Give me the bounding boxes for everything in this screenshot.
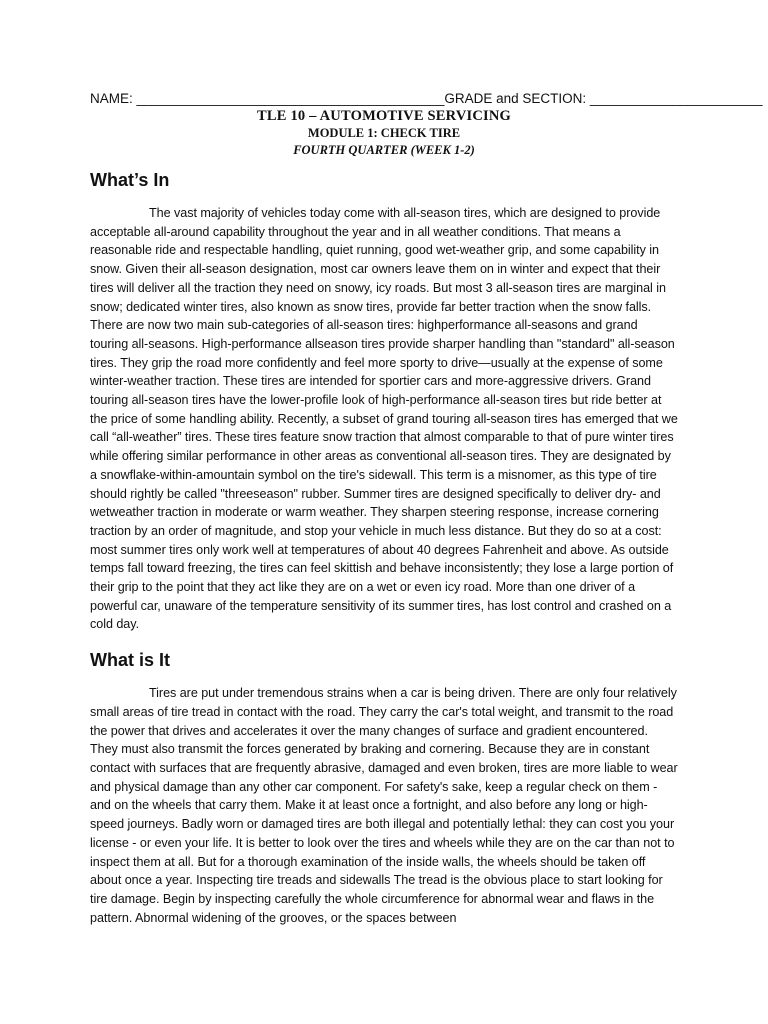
section-heading-whats-in: What’s In bbox=[90, 170, 170, 190]
section-heading-what-is-it: What is It bbox=[90, 650, 170, 671]
section-body-what-is-it: Tires are put under tremendous strains when a car is being driven. There are only four relatively small areas of tire tread in contact with the road. They carry the car's total weight, and transmit to the road the power that drives and accelerates it over the many changes of surface and gradient encountered. They must also transmit the forces generated by braking and cornering. Because they are in constant contact with surfaces that are frequently abrasive, damaged and even broken, tires are more liable to wear and physical damage than any other car component. For safety's sake, keep a regular check on them - and on the wheels that carry them. Make it at least once a fortnight, and also before any long or high-speed journeys. Badly worn or damaged tires are both illegal and potentially lethal: they can cost you your license - or even your life. It is better to look over the tires and wheels while they are on the car than not to inspect them at all. But for a thorough examination of the inside walls, the wheels should be taken off about once a year. Inspecting tire treads and sidewalls The tread is the obvious place to start looking for tire damage. Begin by inspecting carefully the whole circumference for abnormal wear and flaws in the pattern. Abnormal widening of the grooves, or the spaces between bbox=[90, 686, 678, 925]
document-title: TLE 10 – AUTOMOTIVE SERVICING bbox=[257, 108, 511, 124]
document-heading bbox=[90, 108, 678, 158]
module-title: MODULE 1: CHECK TIRE bbox=[307, 126, 461, 140]
quarter-subtitle: FOURTH QUARTER (WEEK 1-2) bbox=[293, 143, 475, 157]
document-page bbox=[90, 90, 763, 927]
section-body-whats-in: The vast majority of vehicles today come with all-season tires, which are designed to provide acceptable all-around capability throughout the year and in all weather conditions. That means a reasonable ride and respectable handling, quiet running, good wet-weather grip, and some capability in snow. Given their all-season designation, most car owners leave them on in winter and expect that their tires will deliver all the traction they need on snowy, icy roads. But most 3 all-season tires are marginal in snow; dedicated winter tires, also known as snow tires, provide far better traction when the snow falls. There are now two main sub-categories of all-season tires: highperformance all-seasons and grand touring all-seasons. High-performance allseason tires provide sharper handling than "standard" all-season tires. They grip the road more confidently and feel more sporty to drive—usually at the expense of some winter-weather traction. These tires are intended for sportier cars and more-aggressive drivers. Grand touring all-season tires have the lower-profile look of high-performance all-season tires but ride better at the price of some handling ability. Recently, a subset of grand touring all-season tires has emerged that we call “all-weather” tires. These tires feature snow traction that almost comparable to that of pure winter tires while offering similar performance in other areas as conventional all-season tires. They are designated by a snowflake-within-amountain symbol on the tire's sidewall. This term is a misnomer, as this type of tire should rightly be called "threeseason" rubber. Summer tires are designed specifically to deliver dry- and wetweather traction in moderate or warm weather. They sharpen steering response, increase cornering traction by an order of magnitude, and stop your vehicle in much less distance. But they do so at a cost: most summer tires only work well at temperatures of about 40 degrees Fahrenheit and above. As outside temps fall toward freezing, the tires can feel skittish and behave inconsistently; they lose a large portion of their grip to the point that they act like they are on a wet or even icy road. More than one driver of a powerful car, unaware of the temperature sensitivity of its summer tires, has lost control and crashed on a cold day. bbox=[90, 206, 678, 632]
name-grade-section-line: NAME: _________________________________________GRADE and SECTION: _______________________ bbox=[90, 91, 763, 106]
